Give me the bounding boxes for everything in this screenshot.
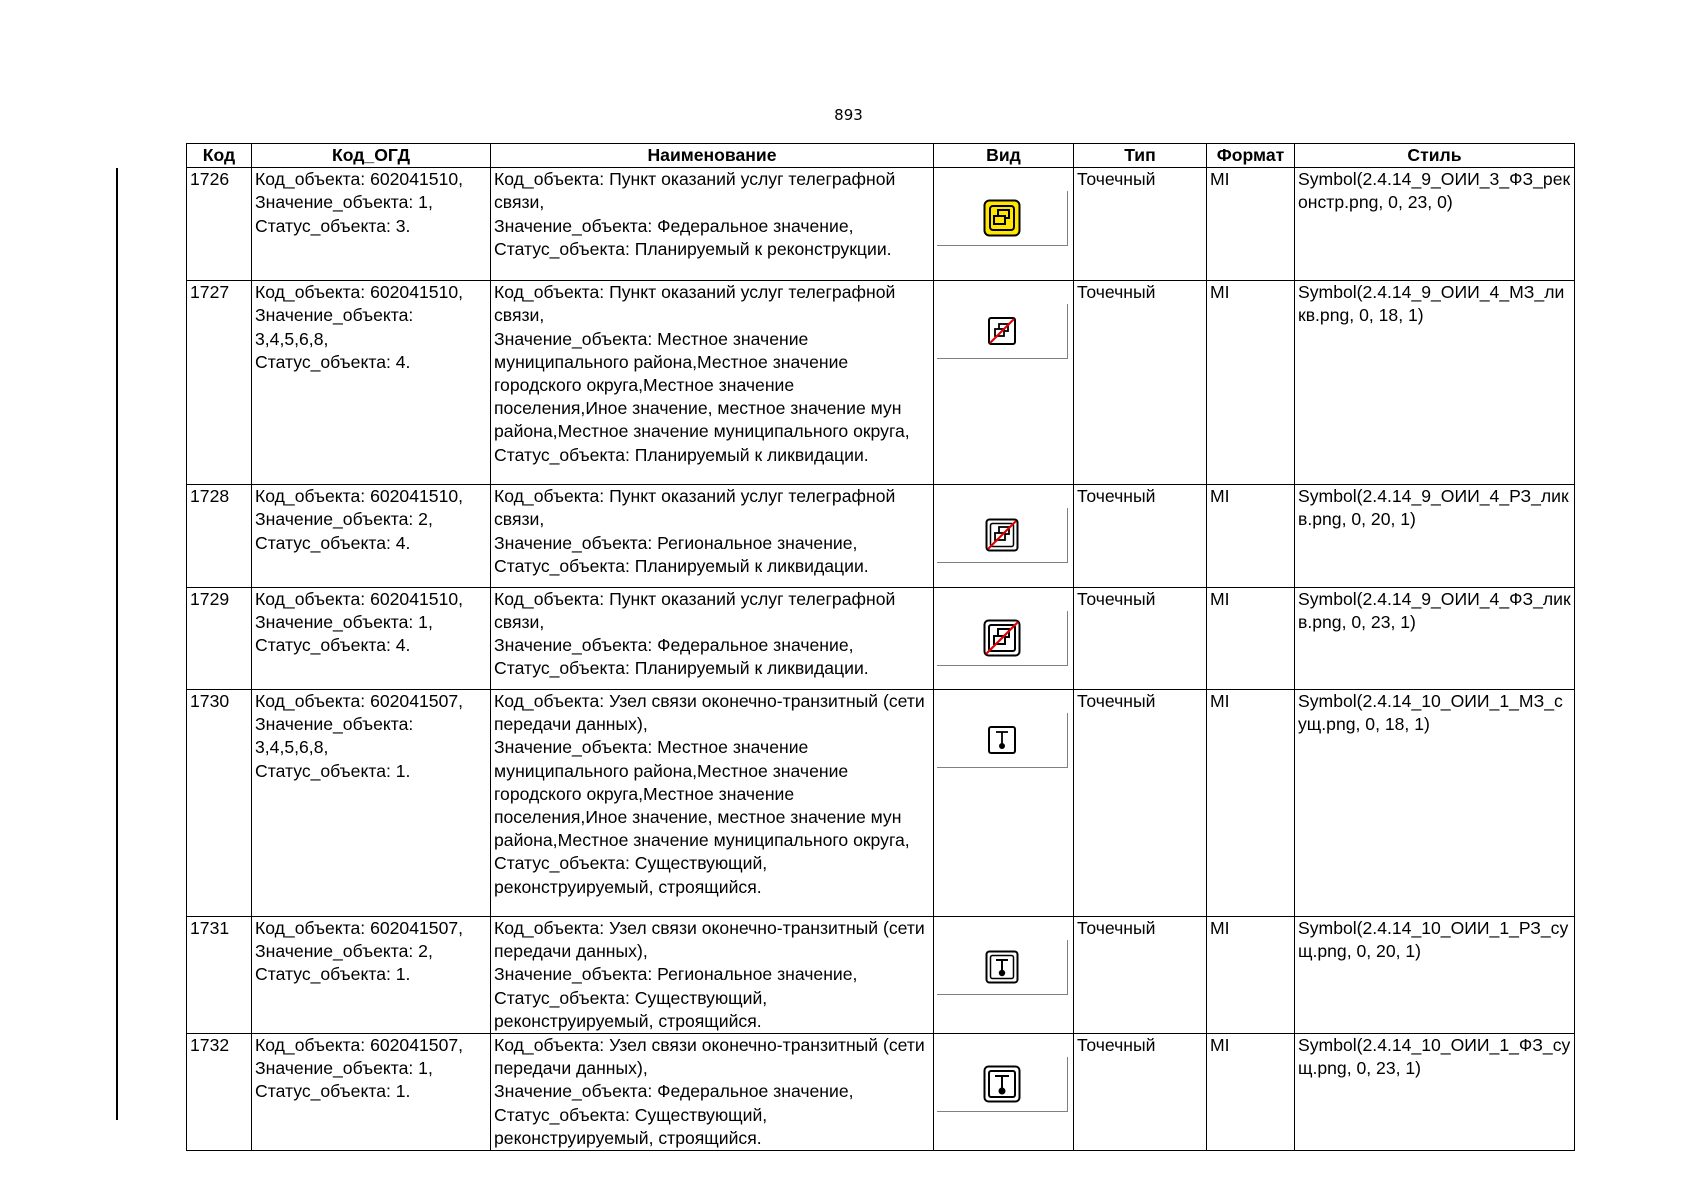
data-node-regional-existing-icon: [985, 950, 1019, 984]
symbol-table: [186, 143, 1575, 1151]
cell-code: 1731: [187, 917, 252, 1034]
view-box: [937, 304, 1068, 359]
telegraph-service-federal-liquidate-icon: [983, 619, 1021, 657]
cell-view: [934, 281, 1074, 485]
cell-style: Symbol(2.4.14_9_ОИИ_4_МЗ_ликв.png, 0, 18, 1): [1295, 281, 1575, 485]
view-box: [937, 940, 1068, 995]
cell-ogd: Код_объекта: 602041510, Значение_объекта: 1, Статус_объекта: 3.: [252, 168, 491, 281]
cell-code: 1729: [187, 587, 252, 689]
header-type: Тип: [1074, 144, 1207, 168]
cell-name: Код_объекта: Узел связи оконечно-транзитный (сети передачи данных), Значение_объекта: Местное значение муниципального района,Местное значение городского округа,Местное значение поселения,Иное значение, местное значение мун района,Местное значение муниципального округа, Статус_объекта: Существующий, реконструируемый, строящийся.: [491, 690, 934, 917]
cell-name: Код_объекта: Узел связи оконечно-транзитный (сети передачи данных), Значение_объекта: Федеральное значение, Статус_объекта: Существующий, реконструируемый, строящийся.: [491, 1034, 934, 1151]
cell-code: 1730: [187, 690, 252, 917]
header-style: Стиль: [1295, 144, 1575, 168]
view-box: [937, 713, 1068, 768]
cell-name: Код_объекта: Узел связи оконечно-транзитный (сети передачи данных), Значение_объекта: Региональное значение, Статус_объекта: Существующий, реконструируемый, строящийся.: [491, 917, 934, 1034]
cell-ogd: Код_объекта: 602041510, Значение_объекта: 1, Статус_объекта: 4.: [252, 587, 491, 689]
view-box: [937, 1057, 1068, 1112]
cell-code: 1727: [187, 281, 252, 485]
header-view: Вид: [934, 144, 1074, 168]
cell-format: MI: [1207, 587, 1295, 689]
cell-view: [934, 587, 1074, 689]
cell-type: Точечный: [1074, 168, 1207, 281]
cell-style: Symbol(2.4.14_9_ОИИ_4_ФЗ_ликв.png, 0, 23, 1): [1295, 587, 1575, 689]
cell-type: Точечный: [1074, 485, 1207, 587]
table-row: [187, 587, 1575, 689]
cell-format: MI: [1207, 168, 1295, 281]
cell-format: MI: [1207, 1034, 1295, 1151]
cell-code: 1726: [187, 168, 252, 281]
table-row: [187, 1034, 1575, 1151]
page-number: 893: [834, 106, 863, 124]
cell-name: Код_объекта: Пункт оказаний услуг телеграфной связи, Значение_объекта: Федеральное значение, Статус_объекта: Планируемый к ликвидации.: [491, 587, 934, 689]
header-code: Код: [187, 144, 252, 168]
cell-name: Код_объекта: Пункт оказаний услуг телеграфной связи, Значение_объекта: Федеральное значение, Статус_объекта: Планируемый к реконструкции.: [491, 168, 934, 281]
cell-name: Код_объекта: Пункт оказаний услуг телеграфной связи, Значение_объекта: Региональное значение, Статус_объекта: Планируемый к ликвидации.: [491, 485, 934, 587]
view-box: [937, 611, 1068, 666]
cell-ogd: Код_объекта: 602041507, Значение_объекта: 2, Статус_объекта: 1.: [252, 917, 491, 1034]
cell-style: Symbol(2.4.14_10_ОИИ_1_ФЗ_сущ.png, 0, 23, 1): [1295, 1034, 1575, 1151]
cell-format: MI: [1207, 917, 1295, 1034]
table-row: [187, 281, 1575, 485]
cell-style: Symbol(2.4.14_9_ОИИ_3_ФЗ_реконстр.png, 0, 23, 0): [1295, 168, 1575, 281]
table-row: [187, 917, 1575, 1034]
cell-style: Symbol(2.4.14_10_ОИИ_1_МЗ_сущ.png, 0, 18, 1): [1295, 690, 1575, 917]
cell-type: Точечный: [1074, 690, 1207, 917]
cell-ogd: Код_объекта: 602041507, Значение_объекта: 3,4,5,6,8, Статус_объекта: 1.: [252, 690, 491, 917]
view-box: [937, 191, 1068, 246]
cell-code: 1728: [187, 485, 252, 587]
cell-view: [934, 485, 1074, 587]
cell-view: [934, 168, 1074, 281]
cell-ogd: Код_объекта: 602041507, Значение_объекта: 1, Статус_объекта: 1.: [252, 1034, 491, 1151]
cell-style: Symbol(2.4.14_10_ОИИ_1_РЗ_сущ.png, 0, 20, 1): [1295, 917, 1575, 1034]
margin-line: [116, 168, 118, 1120]
cell-view: [934, 690, 1074, 917]
cell-ogd: Код_объекта: 602041510, Значение_объекта: 3,4,5,6,8, Статус_объекта: 4.: [252, 281, 491, 485]
table-row: [187, 485, 1575, 587]
data-node-local-existing-icon: [987, 725, 1017, 755]
cell-view: [934, 1034, 1074, 1151]
table-row: [187, 690, 1575, 917]
header-name: Наименование: [491, 144, 934, 168]
table-header-row: [187, 144, 1575, 168]
cell-style: Symbol(2.4.14_9_ОИИ_4_РЗ_ликв.png, 0, 20, 1): [1295, 485, 1575, 587]
cell-name: Код_объекта: Пункт оказаний услуг телеграфной связи, Значение_объекта: Местное значение муниципального района,Местное значение городского округа,Местное значение поселения,Иное значение, местное значение мун района,Местное значение муниципального округа, Статус_объекта: Планируемый к ликвидации.: [491, 281, 934, 485]
cell-format: MI: [1207, 281, 1295, 485]
cell-type: Точечный: [1074, 917, 1207, 1034]
telegraph-service-local-liquidate-icon: [987, 316, 1017, 346]
cell-format: MI: [1207, 690, 1295, 917]
cell-code: 1732: [187, 1034, 252, 1151]
view-box: [937, 508, 1068, 563]
cell-format: MI: [1207, 485, 1295, 587]
cell-type: Точечный: [1074, 281, 1207, 485]
header-ogd: Код_ОГД: [252, 144, 491, 168]
cell-type: Точечный: [1074, 587, 1207, 689]
table-row: [187, 168, 1575, 281]
header-format: Формат: [1207, 144, 1295, 168]
data-node-federal-existing-icon: [983, 1065, 1021, 1103]
telegraph-service-federal-reconstruct-icon: [983, 199, 1021, 237]
cell-type: Точечный: [1074, 1034, 1207, 1151]
cell-ogd: Код_объекта: 602041510, Значение_объекта: 2, Статус_объекта: 4.: [252, 485, 491, 587]
cell-view: [934, 917, 1074, 1034]
telegraph-service-regional-liquidate-icon: [985, 518, 1019, 552]
